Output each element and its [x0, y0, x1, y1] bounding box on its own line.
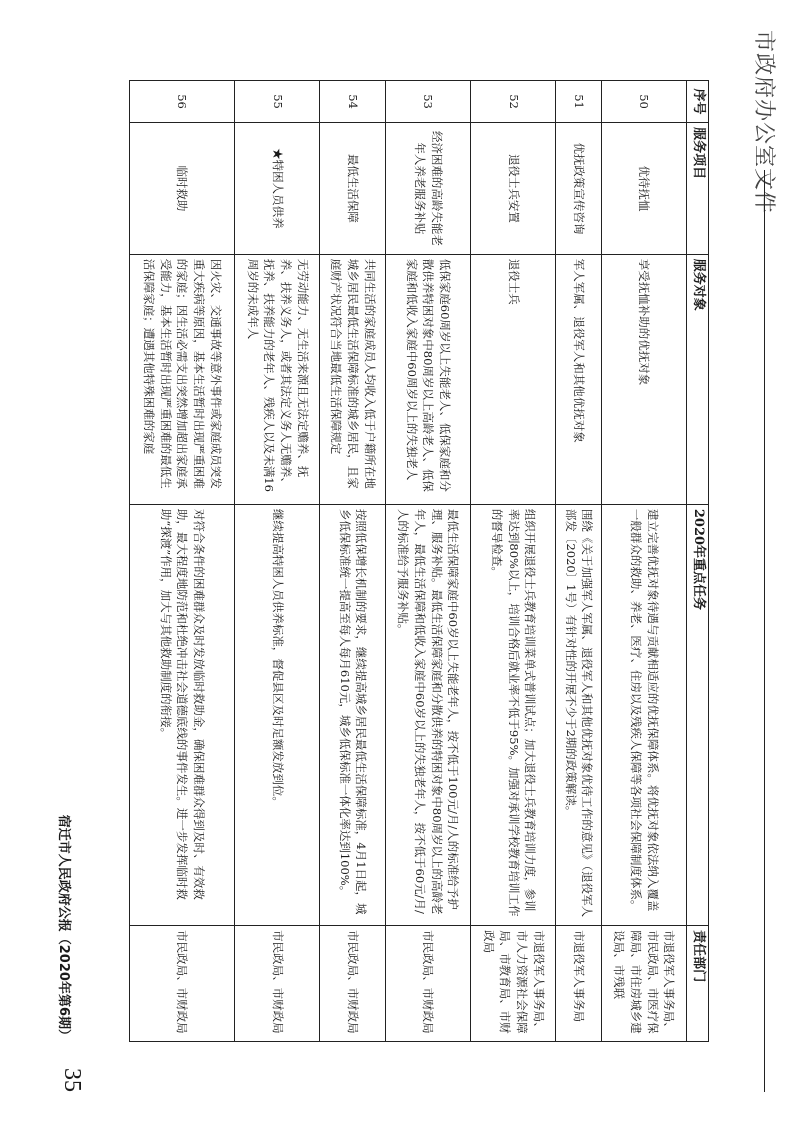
row-service: 享受抚恤补助的优抚对象 [601, 254, 686, 504]
row-service: 因火灾、交通事故等意外事件或家庭成员突发重大疾病等原因，基本生活暂时出现严重困难的家庭；因生活必需支出突然增加超出家庭承受能力，基本生活暂时出现严重困难的最低生活保障家庭；遭遇其他特殊困难的家庭 [130, 254, 235, 504]
page-footer [33, 30, 93, 1092]
publication-title: 宿迁市人民政府公报（2020年第6期） [56, 814, 71, 1042]
row-dept: 市退役军人事务局、市民政局、市医疗保障局、市住房城乡建设局、市残联 [601, 926, 686, 1042]
row-num: 55 [235, 81, 320, 123]
row-num: 54 [320, 81, 385, 123]
service-task-table [129, 80, 709, 1042]
header-dept: 责任部门 [687, 926, 709, 1042]
page-header [729, 30, 789, 1092]
row-service: 退役士兵 [471, 254, 556, 504]
row-task: 对符合条件的困难群众及时发放临时救助金，确保困难群众得到及时、有效救助，最大程度地防范和杜绝冲击社会道德底线的事件发生。进一步发挥临时救助“探渡”作用，加大与其他救助制度的衔接。 [130, 504, 235, 925]
page-number: 35 [59, 1068, 85, 1092]
header-task: 2020年重点任务 [687, 504, 709, 925]
row-dept: 市退役军人事务局、市人力资源社会保障局、市教育局、市财政局 [471, 926, 556, 1042]
table-row [601, 81, 686, 1042]
row-num: 52 [471, 81, 556, 123]
table-row [235, 81, 320, 1042]
row-project: 优抚政策宣传咨询 [556, 123, 602, 255]
row-service: 低保家庭60周岁以上失能老人、低保家庭和分散供养特困对象中80周岁以上高龄老人、低保家庭和低收入家庭中60周岁以上的失独老人 [385, 254, 470, 504]
table-row [556, 81, 602, 1042]
office-label: 市政府办公室文件 [751, 30, 776, 215]
row-project: 经济困难的高龄失能老年人养老服务补贴 [385, 123, 470, 255]
row-num: 56 [130, 81, 235, 123]
table-header-row [687, 81, 709, 1042]
row-dept: 市民政局、市财政局 [320, 926, 385, 1042]
header-rule [764, 170, 765, 1092]
row-dept: 市退役军人事务局 [556, 926, 602, 1042]
table-row [471, 81, 556, 1042]
row-num: 50 [601, 81, 686, 123]
row-task: 继续提高特困人员供养标准，督促县区及时足额发放到位。 [235, 504, 320, 925]
table-row [320, 81, 385, 1042]
row-task: 按照低保增长机制的要求，继续提高城乡居民最低生活保障标准，4月1日起，城乡低保标准统一提高至每人每月610元，城乡低保标准一体化率达到100%。 [320, 504, 385, 925]
table-row [385, 81, 470, 1042]
row-service: 军人军属、退役军人和其他优抚对象 [556, 254, 602, 504]
table-row [130, 81, 235, 1042]
row-project: 最低生活保障 [320, 123, 385, 255]
row-dept: 市民政局、市财政局 [130, 926, 235, 1042]
header-num: 序号 [687, 81, 709, 123]
row-service: 共同生活的家庭成员人均收入低于户籍所在地城乡居民最低生活保障标准的城乡居民，且家庭财产状况符合当地最低生活保障规定 [320, 254, 385, 504]
header-service: 服务对象 [687, 254, 709, 504]
row-num: 51 [556, 81, 602, 123]
row-project: 优待抚恤 [601, 123, 686, 255]
row-task: 最低生活保障家庭中60岁以上失能老年人，按不低于100元/月/人的标准给予护理、服务补贴。最低生活保障家庭和分散供养的特困对象中80周岁以上的高龄老年人，最低生活保障和低收入家庭中60岁以上的失独老年人，按不低于60元/月/人的标准给予服务补贴。 [385, 504, 470, 925]
row-dept: 市民政局、市财政局 [235, 926, 320, 1042]
row-task: 围绕《关于加强军人军属、退役军人和其他优抚对象优待工作的意见》（退役军人部发〔2020〕1号）有针对性的开展不少于2期的政策解读。 [556, 504, 602, 925]
row-service: 无劳动能力、无生活来源且无法定赡养、抚养、扶养义务人，或者其法定义务人无赡养、抚养、扶养能力的老年人、残疾人以及未满16周岁的未成年人 [235, 254, 320, 504]
row-project: ★特困人员供养 [235, 123, 320, 255]
row-task: 建立完善优抚对象待遇与贡献相适应的优抚保障体系。将优抚对象依法纳入覆盖一般群众的救助、养老、医疗、住房以及残疾人保障等各项社会保障制度体系。 [601, 504, 686, 925]
row-project: 退役士兵安置 [471, 123, 556, 255]
row-num: 53 [385, 81, 470, 123]
row-project: 临时救助 [130, 123, 235, 255]
row-task: 组织开展退役士兵教育培训菜单式普训试点；加大退役士兵教育培训力度，参训率达到80%以上，培训合格后就业率不低于95%。加强对承训学校教育培训工作的督导检查。 [471, 504, 556, 925]
header-project: 服务项目 [687, 123, 709, 255]
row-dept: 市民政局、市财政局 [385, 926, 470, 1042]
